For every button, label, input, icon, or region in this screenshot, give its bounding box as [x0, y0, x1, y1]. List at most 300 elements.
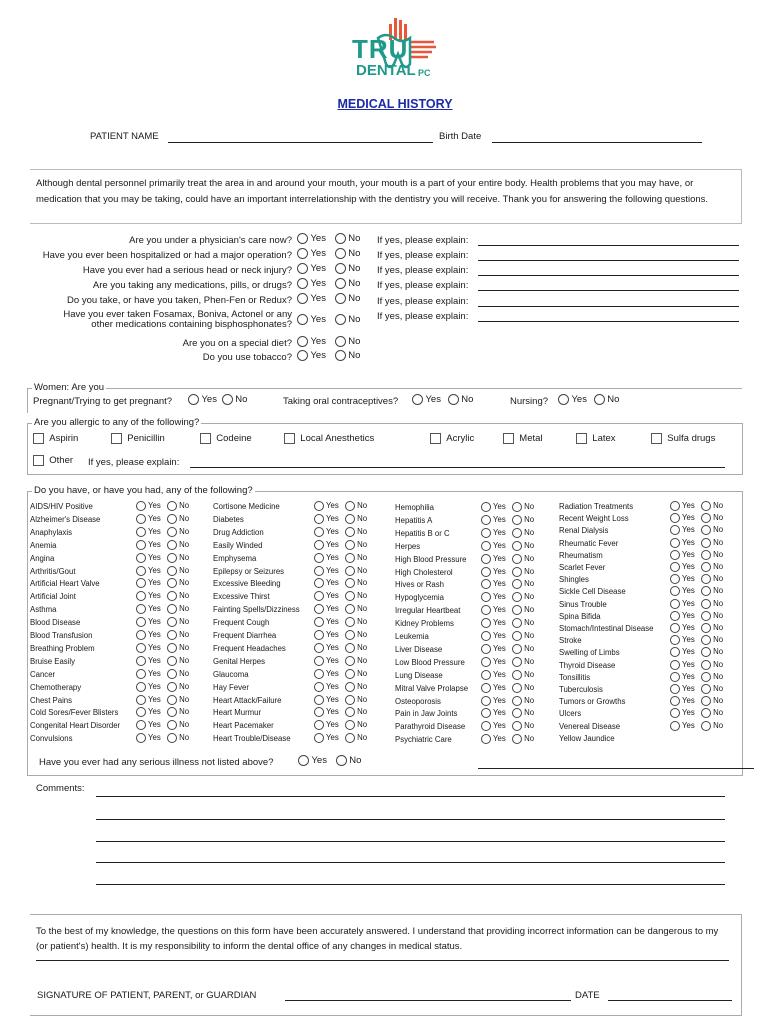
yes-radio[interactable]	[481, 670, 491, 680]
yes-radio[interactable]	[136, 617, 146, 627]
yes-radio[interactable]	[481, 502, 491, 512]
comments-line[interactable]	[96, 862, 725, 863]
condition-yes-no[interactable]: Yes No	[670, 586, 723, 596]
yes-radio[interactable]	[481, 696, 491, 706]
condition-yes-no[interactable]: Yes No	[481, 696, 534, 706]
no-radio[interactable]	[512, 618, 522, 628]
yes-radio[interactable]	[481, 631, 491, 641]
no-radio[interactable]	[701, 635, 711, 645]
acrylic-checkbox[interactable]	[430, 433, 441, 444]
no-radio[interactable]	[167, 591, 177, 601]
no-radio[interactable]	[512, 528, 522, 538]
condition-yes-no[interactable]: Yes No	[481, 644, 534, 654]
no-radio[interactable]	[222, 394, 233, 405]
yes-radio[interactable]	[670, 501, 680, 511]
metal-checkbox[interactable]	[503, 433, 514, 444]
condition-yes-no[interactable]: Yes No	[314, 656, 367, 666]
yes-radio[interactable]	[481, 618, 491, 628]
patient-name-field[interactable]	[168, 142, 433, 143]
yes-radio[interactable]	[136, 720, 146, 730]
no-radio[interactable]	[701, 708, 711, 718]
no-radio[interactable]	[345, 540, 355, 550]
yes-radio[interactable]	[670, 708, 680, 718]
no-radio[interactable]	[345, 553, 355, 563]
yes-radio[interactable]	[314, 656, 324, 666]
serious-illness-field[interactable]	[478, 768, 754, 769]
yes-radio[interactable]	[314, 527, 324, 537]
condition-yes-no[interactable]: Yes No	[314, 527, 367, 537]
yes-radio[interactable]	[314, 643, 324, 653]
yes-radio[interactable]	[136, 656, 146, 666]
condition-yes-no[interactable]: Yes No	[136, 604, 189, 614]
no-radio[interactable]	[512, 631, 522, 641]
comments-line[interactable]	[96, 819, 725, 820]
logo	[348, 16, 444, 86]
yes-radio[interactable]	[136, 578, 146, 588]
no-radio[interactable]	[512, 708, 522, 718]
yes-radio[interactable]	[136, 514, 146, 524]
comments-line[interactable]	[96, 796, 725, 797]
condition-yes-no[interactable]: Yes No	[136, 707, 189, 717]
allergy-latex[interactable]: Latex	[576, 433, 616, 444]
condition-yes-no[interactable]: Yes No	[670, 525, 723, 535]
yes-no-medications[interactable]: Yes No	[297, 278, 360, 289]
allergy-aspirin[interactable]: Aspirin	[33, 433, 78, 444]
condition-yes-no[interactable]: Yes No	[314, 733, 367, 743]
allergy-other[interactable]: Other	[33, 455, 73, 466]
yes-radio[interactable]	[188, 394, 199, 405]
no-radio[interactable]	[345, 695, 355, 705]
condition-yes-no[interactable]: Yes No	[670, 684, 723, 694]
yes-radio[interactable]	[670, 696, 680, 706]
yes-radio[interactable]	[670, 538, 680, 548]
no-radio[interactable]	[167, 695, 177, 705]
no-radio[interactable]	[335, 278, 346, 289]
no-radio[interactable]	[345, 578, 355, 588]
yes-radio[interactable]	[314, 553, 324, 563]
no-radio[interactable]	[167, 553, 177, 563]
yes-radio[interactable]	[670, 647, 680, 657]
yes-radio[interactable]	[481, 605, 491, 615]
yes-radio[interactable]	[136, 682, 146, 692]
no-radio[interactable]	[167, 578, 177, 588]
no-radio[interactable]	[448, 394, 459, 405]
no-radio[interactable]	[512, 554, 522, 564]
condition-yes-no[interactable]: Yes No	[670, 611, 723, 621]
condition-yes-no[interactable]: Yes No	[670, 574, 723, 584]
no-radio[interactable]	[167, 707, 177, 717]
condition-yes-no[interactable]: Yes No	[314, 604, 367, 614]
yes-radio[interactable]	[481, 657, 491, 667]
yes-radio[interactable]	[670, 525, 680, 535]
explain-field[interactable]	[478, 275, 739, 276]
condition-yes-no[interactable]: Yes No	[136, 566, 189, 576]
yes-radio[interactable]	[481, 721, 491, 731]
yes-radio[interactable]	[481, 579, 491, 589]
no-radio[interactable]	[512, 592, 522, 602]
yes-radio[interactable]	[558, 394, 569, 405]
explain-field[interactable]	[478, 245, 739, 246]
date-field[interactable]	[608, 1000, 732, 1001]
no-radio[interactable]	[512, 683, 522, 693]
condition-yes-no[interactable]: Yes No	[136, 540, 189, 550]
condition-yes-no[interactable]: Yes No	[314, 695, 367, 705]
yes-radio[interactable]	[670, 623, 680, 633]
yes-radio[interactable]	[136, 669, 146, 679]
no-radio[interactable]	[345, 514, 355, 524]
yes-radio[interactable]	[297, 248, 308, 259]
allergy-explain-field[interactable]	[190, 467, 725, 468]
condition-yes-no[interactable]: Yes No	[136, 682, 189, 692]
no-radio[interactable]	[701, 660, 711, 670]
condition-yes-no[interactable]: Yes No	[481, 528, 534, 538]
no-radio[interactable]	[701, 599, 711, 609]
no-radio[interactable]	[512, 657, 522, 667]
no-radio[interactable]	[345, 617, 355, 627]
no-radio[interactable]	[335, 314, 346, 325]
yes-radio[interactable]	[670, 635, 680, 645]
yes-radio[interactable]	[136, 591, 146, 601]
no-radio[interactable]	[701, 550, 711, 560]
no-radio[interactable]	[345, 733, 355, 743]
sulfa-checkbox[interactable]	[651, 433, 662, 444]
no-radio[interactable]	[701, 647, 711, 657]
yes-no-tobacco[interactable]: Yes No	[297, 350, 360, 361]
no-radio[interactable]	[167, 669, 177, 679]
yes-radio[interactable]	[314, 720, 324, 730]
condition-yes-no[interactable]: Yes No	[136, 669, 189, 679]
condition-yes-no[interactable]: Yes No	[136, 553, 189, 563]
no-radio[interactable]	[345, 501, 355, 511]
birth-date-field[interactable]	[492, 142, 702, 143]
condition-yes-no[interactable]: Yes No	[481, 631, 534, 641]
condition-yes-no[interactable]: Yes No	[670, 721, 723, 731]
explain-field[interactable]	[478, 290, 739, 291]
explain-field[interactable]	[478, 306, 739, 307]
condition-yes-no[interactable]: Yes No	[670, 623, 723, 633]
condition-yes-no[interactable]: Yes No	[481, 554, 534, 564]
yes-radio[interactable]	[670, 562, 680, 572]
condition-yes-no[interactable]: Yes No	[670, 672, 723, 682]
yes-radio[interactable]	[481, 708, 491, 718]
yes-radio[interactable]	[314, 682, 324, 692]
yes-radio[interactable]	[670, 550, 680, 560]
yes-radio[interactable]	[481, 528, 491, 538]
yes-radio[interactable]	[481, 592, 491, 602]
no-radio[interactable]	[167, 566, 177, 576]
local-anesthetics-checkbox[interactable]	[284, 433, 295, 444]
condition-yes-no[interactable]: Yes No	[670, 647, 723, 657]
aspirin-checkbox[interactable]	[33, 433, 44, 444]
condition-yes-no[interactable]: Yes No	[136, 643, 189, 653]
yes-radio[interactable]	[314, 566, 324, 576]
no-radio[interactable]	[701, 696, 711, 706]
condition-yes-no[interactable]: Yes No	[136, 527, 189, 537]
yes-radio[interactable]	[136, 527, 146, 537]
condition-yes-no[interactable]: Yes No	[314, 669, 367, 679]
yes-radio[interactable]	[298, 755, 309, 766]
yes-radio[interactable]	[670, 574, 680, 584]
condition-yes-no[interactable]: Yes No	[481, 515, 534, 525]
no-radio[interactable]	[512, 579, 522, 589]
no-radio[interactable]	[167, 720, 177, 730]
explain-field[interactable]	[478, 260, 739, 261]
no-radio[interactable]	[701, 538, 711, 548]
yes-radio[interactable]	[136, 630, 146, 640]
yes-radio[interactable]	[670, 660, 680, 670]
yes-radio[interactable]	[297, 336, 308, 347]
allergy-codeine[interactable]: Codeine	[200, 433, 252, 444]
condition-yes-no[interactable]: Yes No	[670, 635, 723, 645]
signature-field[interactable]	[285, 1000, 571, 1001]
no-radio[interactable]	[345, 527, 355, 537]
yes-radio[interactable]	[314, 514, 324, 524]
no-radio[interactable]	[701, 513, 711, 523]
yes-radio[interactable]	[297, 233, 308, 244]
yes-radio[interactable]	[412, 394, 423, 405]
yes-radio[interactable]	[136, 643, 146, 653]
no-radio[interactable]	[345, 682, 355, 692]
no-radio[interactable]	[345, 604, 355, 614]
no-radio[interactable]	[512, 696, 522, 706]
yes-radio[interactable]	[670, 721, 680, 731]
condition-yes-no[interactable]: Yes No	[314, 553, 367, 563]
no-radio[interactable]	[701, 525, 711, 535]
yes-radio[interactable]	[481, 567, 491, 577]
no-radio[interactable]	[167, 630, 177, 640]
latex-checkbox[interactable]	[576, 433, 587, 444]
no-radio[interactable]	[167, 643, 177, 653]
condition-yes-no[interactable]: Yes No	[136, 578, 189, 588]
condition-yes-no[interactable]: Yes No	[670, 599, 723, 609]
yes-radio[interactable]	[297, 263, 308, 274]
no-radio[interactable]	[335, 263, 346, 274]
comments-line[interactable]	[96, 841, 725, 842]
yes-radio[interactable]	[136, 566, 146, 576]
condition-yes-no[interactable]: Yes No	[670, 501, 723, 511]
condition-yes-no[interactable]: Yes No	[481, 579, 534, 589]
allergy-penicillin[interactable]: Penicillin	[111, 433, 165, 444]
no-radio[interactable]	[701, 684, 711, 694]
yes-no-pregnant[interactable]: Yes No	[188, 394, 247, 405]
yes-radio[interactable]	[670, 599, 680, 609]
allergy-acrylic[interactable]: Acrylic	[430, 433, 474, 444]
no-radio[interactable]	[167, 682, 177, 692]
yes-no-phen-fen[interactable]: Yes No	[297, 293, 360, 304]
no-radio[interactable]	[345, 591, 355, 601]
yes-radio[interactable]	[314, 707, 324, 717]
no-radio[interactable]	[335, 350, 346, 361]
yes-radio[interactable]	[136, 733, 146, 743]
yes-radio[interactable]	[136, 553, 146, 563]
yes-radio[interactable]	[136, 540, 146, 550]
yes-radio[interactable]	[481, 644, 491, 654]
condition-yes-no[interactable]: Yes No	[670, 550, 723, 560]
no-radio[interactable]	[167, 604, 177, 614]
yes-radio[interactable]	[314, 604, 324, 614]
no-radio[interactable]	[167, 733, 177, 743]
condition-yes-no[interactable]: Yes No	[136, 630, 189, 640]
no-radio[interactable]	[167, 501, 177, 511]
no-radio[interactable]	[594, 394, 605, 405]
condition-yes-no[interactable]: Yes No	[314, 540, 367, 550]
no-radio[interactable]	[701, 672, 711, 682]
condition-yes-no[interactable]: Yes No	[481, 567, 534, 577]
yes-no-physician[interactable]: Yes No	[297, 233, 360, 244]
no-radio[interactable]	[345, 643, 355, 653]
condition-yes-no[interactable]: Yes No	[136, 617, 189, 627]
yes-radio[interactable]	[670, 586, 680, 596]
condition-yes-no[interactable]: Yes No	[136, 656, 189, 666]
no-radio[interactable]	[336, 755, 347, 766]
condition-yes-no[interactable]: Yes No	[136, 720, 189, 730]
no-radio[interactable]	[345, 720, 355, 730]
condition-yes-no[interactable]: Yes No	[314, 707, 367, 717]
yes-radio[interactable]	[670, 672, 680, 682]
no-radio[interactable]	[345, 630, 355, 640]
condition-yes-no[interactable]: Yes No	[481, 618, 534, 628]
yes-radio[interactable]	[314, 617, 324, 627]
yes-radio[interactable]	[314, 501, 324, 511]
no-radio[interactable]	[512, 502, 522, 512]
yes-radio[interactable]	[314, 540, 324, 550]
yes-radio[interactable]	[136, 707, 146, 717]
condition-yes-no[interactable]: Yes No	[314, 566, 367, 576]
no-radio[interactable]	[345, 707, 355, 717]
codeine-checkbox[interactable]	[200, 433, 211, 444]
condition-yes-no[interactable]: Yes No	[136, 695, 189, 705]
no-radio[interactable]	[701, 501, 711, 511]
no-radio[interactable]	[167, 540, 177, 550]
no-radio[interactable]	[512, 670, 522, 680]
yes-radio[interactable]	[481, 734, 491, 744]
no-radio[interactable]	[701, 623, 711, 633]
condition-yes-no[interactable]: Yes No	[314, 591, 367, 601]
condition-yes-no[interactable]: Yes No	[314, 501, 367, 511]
yes-radio[interactable]	[136, 604, 146, 614]
no-radio[interactable]	[335, 293, 346, 304]
yes-radio[interactable]	[481, 683, 491, 693]
condition-yes-no[interactable]: Yes No	[481, 670, 534, 680]
yes-no-diet[interactable]: Yes No	[297, 336, 360, 347]
condition-yes-no[interactable]: Yes No	[314, 643, 367, 653]
yes-radio[interactable]	[314, 591, 324, 601]
no-radio[interactable]	[701, 574, 711, 584]
condition-yes-no[interactable]: Yes No	[670, 538, 723, 548]
penicillin-checkbox[interactable]	[111, 433, 122, 444]
condition-yes-no[interactable]: Yes No	[136, 501, 189, 511]
no-radio[interactable]	[167, 617, 177, 627]
condition-yes-no[interactable]: Yes No	[670, 660, 723, 670]
condition-yes-no[interactable]: Yes No	[314, 514, 367, 524]
condition-yes-no[interactable]: Yes No	[136, 591, 189, 601]
condition-yes-no[interactable]: Yes No	[481, 605, 534, 615]
allergy-metal[interactable]: Metal	[503, 433, 543, 444]
comments-line[interactable]	[96, 884, 725, 885]
no-radio[interactable]	[701, 611, 711, 621]
other-checkbox[interactable]	[33, 455, 44, 466]
yes-radio[interactable]	[136, 501, 146, 511]
no-radio[interactable]	[512, 541, 522, 551]
yes-no-contraceptives[interactable]: Yes No	[412, 394, 473, 405]
condition-yes-no[interactable]: Yes No	[136, 733, 189, 743]
condition-yes-no[interactable]: Yes No	[481, 708, 534, 718]
yes-no-serious[interactable]: Yes No	[298, 755, 361, 766]
condition-yes-no[interactable]: Yes No	[481, 683, 534, 693]
no-radio[interactable]	[512, 721, 522, 731]
yes-radio[interactable]	[670, 611, 680, 621]
yes-no-nursing[interactable]: Yes No	[558, 394, 619, 405]
no-radio[interactable]	[701, 562, 711, 572]
no-radio[interactable]	[345, 656, 355, 666]
yes-no-head-injury[interactable]: Yes No	[297, 263, 360, 274]
no-radio[interactable]	[512, 605, 522, 615]
yes-radio[interactable]	[314, 669, 324, 679]
no-radio[interactable]	[345, 566, 355, 576]
yes-radio[interactable]	[314, 578, 324, 588]
condition-yes-no[interactable]: Yes No	[314, 682, 367, 692]
yes-radio[interactable]	[314, 733, 324, 743]
yes-radio[interactable]	[314, 695, 324, 705]
yes-radio[interactable]	[297, 293, 308, 304]
condition-yes-no[interactable]: Yes No	[481, 721, 534, 731]
yes-radio[interactable]	[670, 513, 680, 523]
condition-yes-no[interactable]: Yes No	[314, 630, 367, 640]
yes-radio[interactable]	[481, 554, 491, 564]
no-radio[interactable]	[512, 515, 522, 525]
no-radio[interactable]	[335, 248, 346, 259]
no-radio[interactable]	[512, 567, 522, 577]
yes-radio[interactable]	[297, 314, 308, 325]
yes-radio[interactable]	[297, 278, 308, 289]
condition-yes-no[interactable]: Yes No	[481, 592, 534, 602]
yes-radio[interactable]	[481, 541, 491, 551]
condition-yes-no[interactable]: Yes No	[481, 541, 534, 551]
explain-field[interactable]	[478, 321, 739, 322]
yes-radio[interactable]	[314, 630, 324, 640]
no-radio[interactable]	[701, 721, 711, 731]
no-radio[interactable]	[701, 586, 711, 596]
yes-no-hospitalized[interactable]: Yes No	[297, 248, 360, 259]
no-radio[interactable]	[167, 527, 177, 537]
condition-yes-no[interactable]: Yes No	[481, 502, 534, 512]
condition-yes-no[interactable]: Yes No	[481, 734, 534, 744]
allergy-local-anesthetics[interactable]: Local Anesthetics	[284, 433, 374, 444]
condition-yes-no[interactable]: Yes No	[670, 696, 723, 706]
no-radio[interactable]	[167, 656, 177, 666]
no-radio[interactable]	[345, 669, 355, 679]
condition-yes-no[interactable]: Yes No	[670, 708, 723, 718]
no-radio[interactable]	[512, 644, 522, 654]
yes-radio[interactable]	[481, 515, 491, 525]
condition-yes-no[interactable]: Yes No	[314, 617, 367, 627]
yes-no-fosamax[interactable]: Yes No	[297, 314, 360, 325]
condition-yes-no[interactable]: Yes No	[314, 578, 367, 588]
yes-radio[interactable]	[297, 350, 308, 361]
yes-radio[interactable]	[136, 695, 146, 705]
condition-yes-no[interactable]: Yes No	[136, 514, 189, 524]
allergy-sulfa[interactable]: Sulfa drugs	[651, 433, 715, 444]
condition-yes-no[interactable]: Yes No	[670, 513, 723, 523]
no-radio[interactable]	[335, 233, 346, 244]
no-radio[interactable]	[167, 514, 177, 524]
condition-yes-no[interactable]: Yes No	[481, 657, 534, 667]
condition-yes-no[interactable]: Yes No	[314, 720, 367, 730]
condition-yes-no[interactable]: Yes No	[670, 562, 723, 572]
no-radio[interactable]	[335, 336, 346, 347]
no-radio[interactable]	[512, 734, 522, 744]
yes-radio[interactable]	[670, 684, 680, 694]
